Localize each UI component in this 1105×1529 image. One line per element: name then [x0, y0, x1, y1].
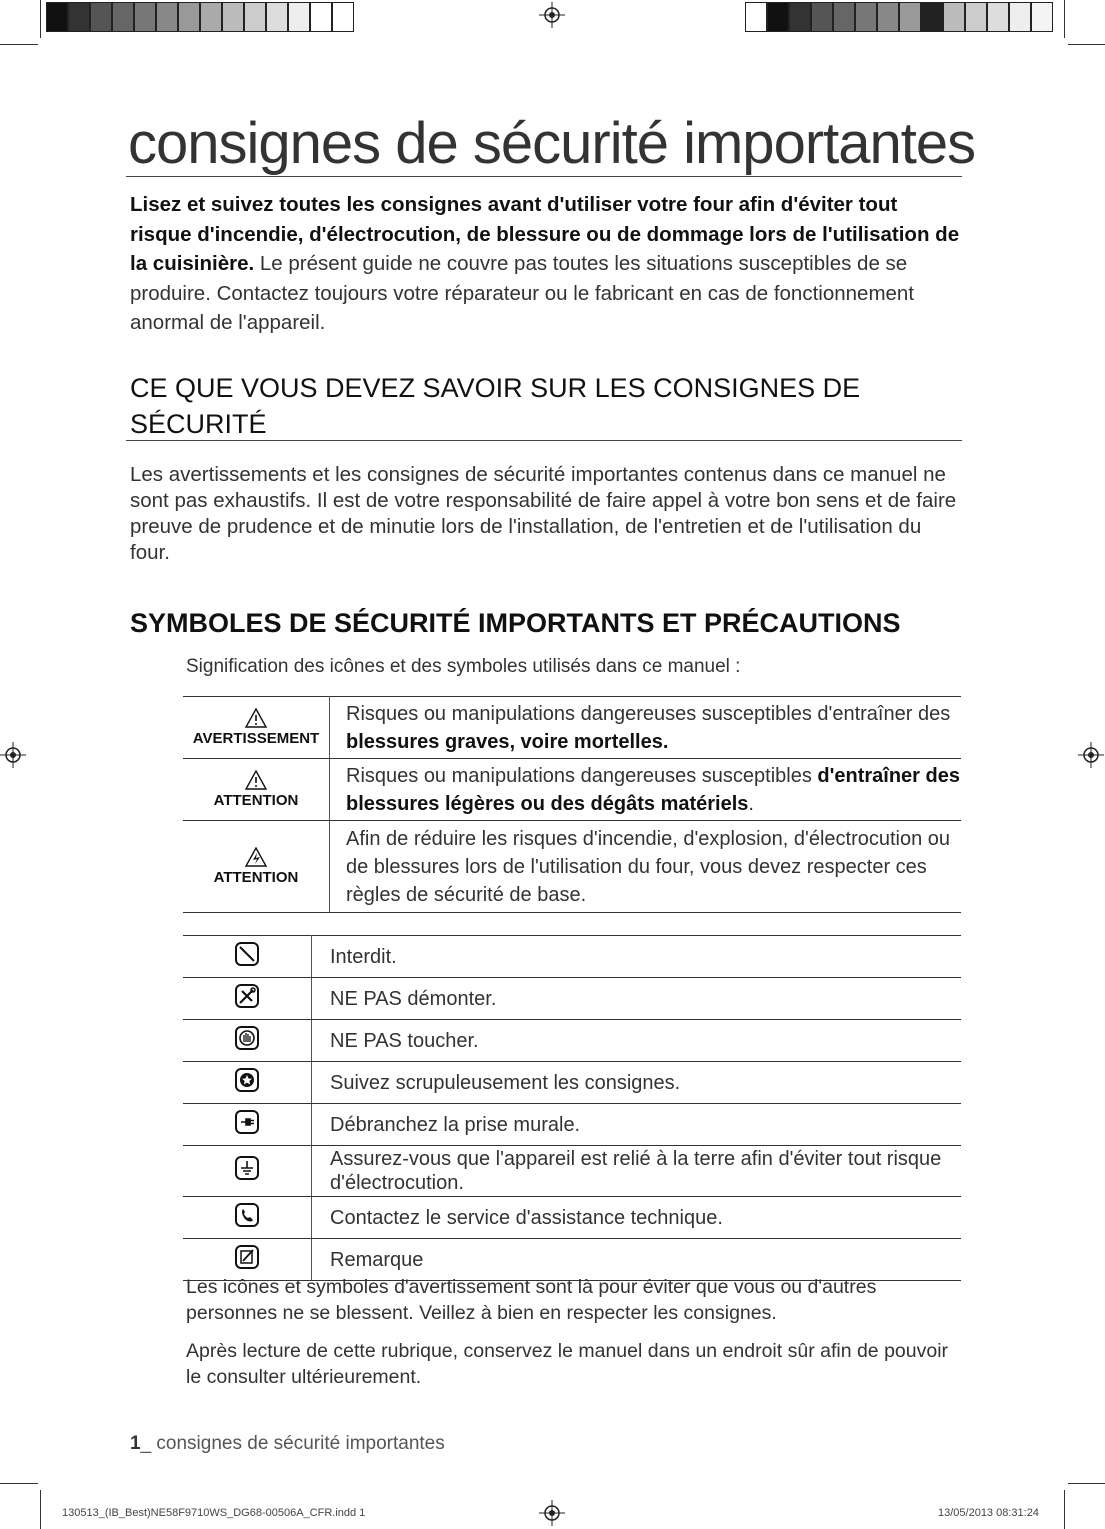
warning-text	[330, 697, 962, 759]
no-touch-icon	[234, 1025, 260, 1051]
warning-text-bold: blessures graves, voire mortelles.	[346, 730, 669, 753]
caution-symbol-cell	[183, 759, 330, 821]
icon-cell	[183, 936, 312, 978]
table-row	[183, 1104, 961, 1146]
caution-text-c: .	[748, 792, 754, 815]
ground-icon	[234, 1155, 260, 1181]
table-row	[183, 1020, 961, 1062]
icon-cell	[183, 1146, 312, 1197]
icons-note-paragraph: Les icônes et symboles d'avertissement sont là pour éviter que vous ou d'autres personnes ne se blessent. Veillez à bien en respecter les consignes.	[186, 1276, 877, 1324]
warning-text-a: Risques ou manipulations dangereuses susceptibles d'entraîner des	[346, 702, 951, 725]
page-title: consignes de sécurité importantes	[128, 111, 976, 176]
no-disassemble-icon	[234, 983, 260, 1009]
crop-mark	[0, 1483, 38, 1484]
icon-cell	[183, 1062, 312, 1104]
table-row	[183, 821, 961, 913]
registration-target-icon	[1078, 742, 1104, 768]
icon-label: Assurez-vous que l'appareil est relié à la terre afin d'éviter tout risque d'électrocution.	[312, 1146, 962, 1197]
caution-text-a: Risques ou manipulations dangereuses susceptibles	[346, 764, 818, 787]
icon-label: NE PAS toucher.	[312, 1020, 962, 1062]
warning-label: AVERTISSEMENT	[192, 729, 320, 747]
crop-mark	[1068, 1483, 1105, 1484]
intro-paragraph	[130, 190, 960, 338]
caution-text-bold: d'entraîner des blessures légères ou des dégâts matériels	[346, 764, 960, 815]
registration-target-icon	[539, 1500, 565, 1526]
caution-label: ATTENTION	[213, 791, 299, 809]
unplug-icon	[234, 1109, 260, 1135]
icon-cell	[183, 1104, 312, 1146]
caution-text	[330, 759, 962, 821]
icon-cell	[183, 978, 312, 1020]
warning-triangle-icon	[245, 770, 267, 790]
icon-label: Contactez le service d'assistance technique.	[312, 1197, 962, 1239]
registration-bar-right	[745, 2, 1053, 32]
page-number: 1	[130, 1433, 141, 1454]
table-row	[183, 1146, 961, 1197]
registration-bar-left	[46, 2, 354, 32]
intro-bold-text: Lisez et suivez toutes les consignes avant d'utiliser votre four afin d'éviter tout risque d'incendie, d'électrocution, de blessure ou de dommage lors de l'utilisation de la cuisinière.	[130, 193, 960, 275]
warning-triangle-icon	[245, 708, 267, 728]
warning-symbol-cell	[183, 697, 330, 759]
title-rule	[126, 176, 962, 177]
footer-text: _ consignes de sécurité importantes	[140, 1433, 445, 1454]
table-row	[183, 978, 961, 1020]
table-row	[183, 1197, 961, 1239]
icon-label: Débranchez la prise murale.	[312, 1104, 962, 1146]
section-paragraph: Les avertissements et les consignes de sécurité importantes contenus dans ce manuel ne sont pas exhaustifs. Il est de votre responsabilité de faire appel à votre bon sens et de faire preuve de prudence et de minutie lors de l'installation, de l'entretien et de l'utilisation du four.	[130, 463, 957, 564]
icon-cell	[183, 1197, 312, 1239]
icon-label: Interdit.	[312, 936, 962, 978]
symbols-lead: Signification des icônes et des symboles utilisés dans ce manuel :	[186, 656, 741, 677]
caution-symbol-cell	[183, 821, 330, 913]
section-rule	[126, 440, 962, 441]
table-row	[183, 1062, 961, 1104]
icon-label: Remarque	[312, 1239, 962, 1281]
phone-icon	[234, 1202, 260, 1228]
keep-manual-paragraph: Après lecture de cette rubrique, conservez le manuel dans un endroit sûr afin de pouvoir le consulter ultérieurement.	[186, 1340, 949, 1388]
registration-target-icon	[0, 742, 26, 768]
caution-label: ATTENTION	[213, 868, 299, 886]
table-row	[183, 936, 961, 978]
print-slug-file: 130513_(IB_Best)NE58F9710WS_DG68-00506A_CFR.indd 1	[62, 1507, 366, 1519]
crop-mark	[0, 44, 38, 45]
icon-label: NE PAS démonter.	[312, 978, 962, 1020]
icon-cell	[183, 1020, 312, 1062]
table-row	[183, 759, 961, 821]
icon-label: Suivez scrupuleusement les consignes.	[312, 1062, 962, 1104]
warning-table	[183, 696, 961, 913]
intro-text: Le présent guide ne couvre pas toutes les situations susceptibles de se produire. Contactez toujours votre réparateur ou le fabricant en cas de fonctionnement anormal de l'appareil.	[130, 252, 915, 334]
registration-target-icon	[539, 2, 565, 28]
symbols-heading: SYMBOLES DE SÉCURITÉ IMPORTANTS ET PRÉCAUTIONS	[130, 608, 901, 638]
note-icon	[234, 1244, 260, 1270]
crop-mark	[1068, 44, 1105, 45]
section-heading: CE QUE VOUS DEVEZ SAVOIR SUR LES CONSIGNES DE SÉCURITÉ	[130, 373, 861, 439]
crop-mark	[1064, 1490, 1065, 1529]
electric-shock-icon	[245, 847, 267, 867]
crop-mark	[40, 0, 41, 38]
icon-table	[183, 935, 961, 1281]
table-row	[183, 697, 961, 759]
crop-mark	[1064, 0, 1065, 38]
page-footer	[130, 1433, 445, 1455]
prohibited-icon	[234, 941, 260, 967]
basic-rules-text: Afin de réduire les risques d'incendie, d'explosion, d'électrocution ou de blessures lors de l'utilisation du four, vous devez respecter ces règles de sécurité de base.	[330, 821, 962, 913]
print-slug-date: 13/05/2013 08:31:24	[938, 1507, 1039, 1519]
crop-mark	[40, 1490, 41, 1529]
follow-instructions-icon	[234, 1067, 260, 1093]
